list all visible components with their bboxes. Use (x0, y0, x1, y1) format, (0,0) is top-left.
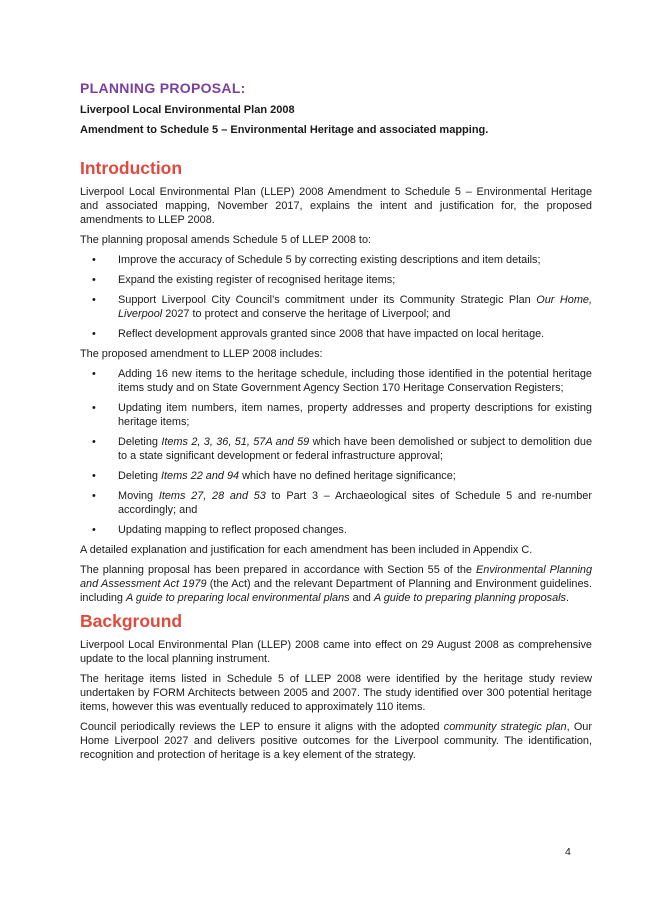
list-item: • Updating mapping to reflect proposed changes. (92, 524, 347, 536)
page-number: 4 (565, 846, 571, 858)
background-paragraph-1: Liverpool Local Environmental Plan (LLEP) 2008 came into effect on 29 August 2008 as comprehensive update to the local planning instrument. (80, 639, 592, 665)
background-paragraph-3: Council periodically reviews the LEP to ensure it aligns with the adopted community strategic plan, Our Home Liverpool 2027 and delivers positive outcomes for the Liverpool community. The identification, recognition and protection of heritage is a key element of the strategy. (80, 721, 592, 761)
bullet-icon: • (92, 524, 96, 536)
bullet-icon: • (92, 368, 96, 380)
list-item: • Support Liverpool City Council’s commitment under its Community Strategic Plan Our Home, Liverpool 2027 to protect and conserve the heritage of Liverpool; and (92, 294, 592, 320)
document-kicker: PLANNING PROPOSAL: (80, 80, 246, 96)
intro-paragraph-3: The proposed amendment to LLEP 2008 includes: (80, 348, 323, 360)
list-item: • Adding 16 new items to the heritage schedule, including those identified in the potential heritage items study and on State Government Agency Section 170 Heritage Conservation Registers; (92, 368, 592, 394)
bullet-icon: • (92, 402, 96, 414)
bullet-icon: • (92, 470, 96, 482)
intro-paragraph-1: Liverpool Local Environmental Plan (LLEP) 2008 Amendment to Schedule 5 – Environmental Heritage and associated mapping, November 2017, explains the intent and justification for, the proposed amendments to LLEP 2008. (80, 186, 592, 226)
bullet-icon: • (92, 254, 96, 266)
bullet-icon: • (92, 274, 96, 286)
intro-paragraph-2: The planning proposal amends Schedule 5 of LLEP 2008 to: (80, 234, 372, 246)
introduction-heading: Introduction (80, 158, 183, 178)
document-subtitle-2: Amendment to Schedule 5 – Environmental Heritage and associated mapping. (80, 124, 489, 136)
amend-list (80, 253, 592, 341)
intro-paragraph-5: The planning proposal has been prepared in accordance with Section 55 of the Environmental Planning and Assessment Act 1979 (the Act) and the relevant Department of Planning and Environment guidelines. including A guide to preparing local environmental plans and A guide to preparing planning proposals. (80, 564, 593, 604)
document-page (80, 80, 592, 768)
includes-list (80, 367, 592, 537)
list-item: • Deleting Items 22 and 94 which have no defined heritage significance; (92, 470, 456, 482)
bullet-icon: • (92, 328, 96, 340)
list-item: • Deleting Items 2, 3, 36, 51, 57A and 59 which have been demolished or subject to demolition due to a state significant development or federal infrastructure approval; (92, 436, 593, 462)
bullet-icon: • (92, 490, 96, 502)
background-heading: Background (80, 611, 183, 631)
list-item: • Improve the accuracy of Schedule 5 by correcting existing descriptions and item details; (92, 254, 541, 266)
list-item: • Moving Items 27, 28 and 53 to Part 3 – Archaeological sites of Schedule 5 and re-number accordingly; and (92, 490, 592, 516)
background-paragraph-2: The heritage items listed in Schedule 5 of LLEP 2008 were identified by the heritage study review undertaken by FORM Architects between 2005 and 2007. The study identified over 300 potential heritage items, however this was eventually reduced to approximately 110 items. (80, 673, 592, 713)
list-item: • Reflect development approvals granted since 2008 that have impacted on local heritage. (92, 328, 545, 340)
bullet-icon: • (92, 436, 96, 448)
bullet-icon: • (92, 294, 96, 306)
document-subtitle-1: Liverpool Local Environmental Plan 2008 (80, 104, 295, 116)
list-item: • Expand the existing register of recognised heritage items; (92, 274, 396, 286)
intro-paragraph-4: A detailed explanation and justification for each amendment has been included in Appendix C. (80, 544, 533, 556)
list-item: • Updating item numbers, item names, property addresses and property descriptions for existing heritage items; (92, 402, 592, 428)
